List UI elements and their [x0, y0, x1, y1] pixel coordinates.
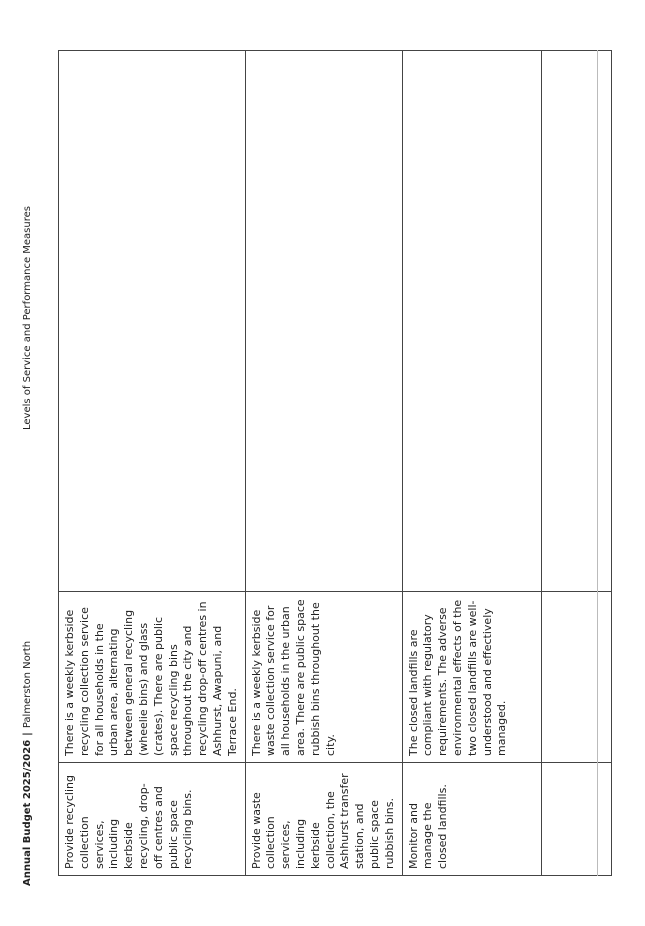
- page-header-left: [22, 641, 33, 886]
- empty-cell: [541, 592, 611, 763]
- table-row: [402, 51, 541, 876]
- service-cell: Provide waste collection services, including kerbside collection, the Ashhurst transfer station, and public space rubbish bins.: [245, 763, 402, 876]
- table-row: [245, 51, 402, 876]
- budget-title: Annual Budget 2025/2026: [22, 739, 33, 886]
- empty-cell: [541, 51, 611, 592]
- service-cell: Provide recycling collection services, including kerbside recycling, drop-off centres and public space recycling bins.: [59, 763, 246, 876]
- levels-of-service-table: [58, 50, 612, 876]
- empty-cell: [402, 51, 541, 592]
- description-cell: The closed landfills are compliant with regulatory requirements. The adverse environmental effects of the two closed landfills are well-understood and effectively managed.: [402, 592, 541, 763]
- description-cell: There is a weekly kerbside waste collection service for all households in the urban area. There are public space rubbish bins throughout the city.: [245, 592, 402, 763]
- table-row: [59, 51, 246, 876]
- service-cell: Monitor and manage the closed landfills.: [402, 763, 541, 876]
- header-separator: |: [22, 732, 33, 736]
- section-title: Levels of Service and Performance Measures: [22, 206, 33, 430]
- organisation-name: Palmerston North: [22, 640, 33, 729]
- empty-cell: [541, 763, 611, 876]
- empty-cell: [245, 51, 402, 592]
- table-row: [541, 51, 611, 876]
- page-edge-rule: [597, 50, 598, 876]
- description-cell: There is a weekly kerbside recycling collection service for all households in the urban area, alternating between general recycling (wheelie bins) and glass (crates). There are public space recycling bins throughout the city and recycling drop-off centres in Ashhurst, Awapuni, and Terrace End.: [59, 592, 246, 763]
- empty-cell: [59, 51, 246, 592]
